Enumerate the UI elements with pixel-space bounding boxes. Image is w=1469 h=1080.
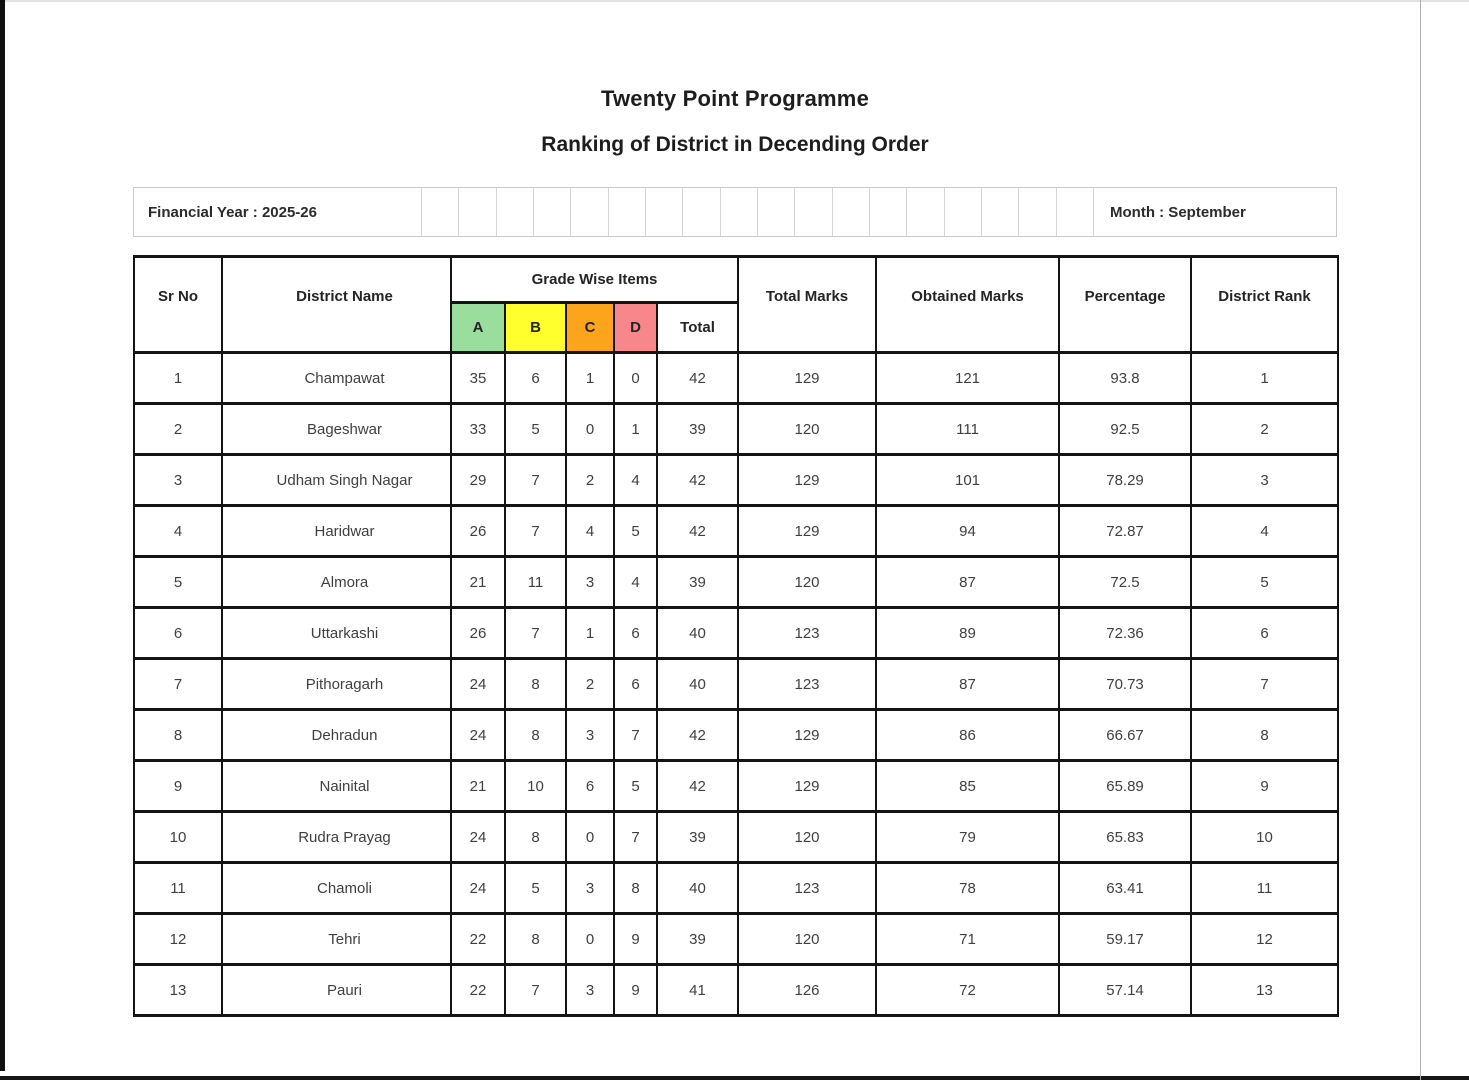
cell-district-rank: 11 <box>1191 863 1338 914</box>
cell-grade-b: 7 <box>505 506 566 557</box>
cell-district-rank: 12 <box>1191 914 1338 965</box>
info-bar-empty-cell <box>794 188 831 236</box>
cell-total-marks: 120 <box>738 557 876 608</box>
col-header-grade-wise-items: Grade Wise Items <box>451 257 738 303</box>
cell-grade-b: 8 <box>505 812 566 863</box>
cell-grade-d: 9 <box>614 914 657 965</box>
cell-grade-c: 3 <box>566 557 614 608</box>
month-label: Month : September <box>1093 188 1336 236</box>
cell-grade-d: 5 <box>614 506 657 557</box>
cell-percentage: 78.29 <box>1059 455 1191 506</box>
cell-district-name: Dehradun <box>222 710 451 761</box>
info-bar-empty-cell <box>421 188 458 236</box>
cell-percentage: 72.5 <box>1059 557 1191 608</box>
cell-grade-a: 24 <box>451 710 505 761</box>
cell-grade-total: 42 <box>657 710 738 761</box>
cell-grade-c: 0 <box>566 404 614 455</box>
table-row <box>134 404 1338 455</box>
cell-grade-d: 6 <box>614 659 657 710</box>
col-header-district-rank: District Rank <box>1191 257 1338 353</box>
cell-grade-a: 21 <box>451 761 505 812</box>
cell-grade-c: 0 <box>566 812 614 863</box>
cell-grade-a: 22 <box>451 965 505 1016</box>
cell-district-name: Chamoli <box>222 863 451 914</box>
table-row <box>134 914 1338 965</box>
cell-total-marks: 123 <box>738 608 876 659</box>
cell-grade-d: 9 <box>614 965 657 1016</box>
cell-obtained-marks: 85 <box>876 761 1059 812</box>
cell-sr-no: 2 <box>134 404 222 455</box>
info-bar-empty-cell <box>458 188 495 236</box>
cell-obtained-marks: 86 <box>876 710 1059 761</box>
table-row <box>134 659 1338 710</box>
cell-grade-a: 21 <box>451 557 505 608</box>
cell-sr-no: 5 <box>134 557 222 608</box>
cell-sr-no: 11 <box>134 863 222 914</box>
cell-percentage: 65.83 <box>1059 812 1191 863</box>
table-row <box>134 353 1338 404</box>
info-bar-empty-cell <box>608 188 645 236</box>
cell-district-rank: 3 <box>1191 455 1338 506</box>
info-bar-empty-cell <box>682 188 719 236</box>
cell-district-name: Udham Singh Nagar <box>222 455 451 506</box>
cell-obtained-marks: 78 <box>876 863 1059 914</box>
cell-grade-b: 5 <box>505 863 566 914</box>
cell-grade-b: 7 <box>505 608 566 659</box>
cell-grade-b: 8 <box>505 914 566 965</box>
cell-obtained-marks: 101 <box>876 455 1059 506</box>
cell-grade-total: 42 <box>657 506 738 557</box>
table-row <box>134 812 1338 863</box>
info-bar-empty-cell <box>720 188 757 236</box>
cell-grade-c: 2 <box>566 455 614 506</box>
info-bar-empty-cell <box>570 188 607 236</box>
cell-grade-c: 3 <box>566 965 614 1016</box>
cell-district-rank: 2 <box>1191 404 1338 455</box>
window-bottom-edge <box>0 1076 1469 1080</box>
cell-total-marks: 129 <box>738 455 876 506</box>
cell-district-name: Pithoragarh <box>222 659 451 710</box>
cell-grade-total: 40 <box>657 608 738 659</box>
cell-percentage: 59.17 <box>1059 914 1191 965</box>
report-page <box>133 0 1337 1017</box>
cell-grade-total: 41 <box>657 965 738 1016</box>
table-row <box>134 761 1338 812</box>
table-row <box>134 863 1338 914</box>
cell-grade-d: 4 <box>614 455 657 506</box>
cell-percentage: 72.36 <box>1059 608 1191 659</box>
cell-grade-c: 3 <box>566 710 614 761</box>
cell-grade-b: 7 <box>505 965 566 1016</box>
cell-sr-no: 13 <box>134 965 222 1016</box>
cell-obtained-marks: 94 <box>876 506 1059 557</box>
table-row <box>134 965 1338 1016</box>
cell-district-name: Nainital <box>222 761 451 812</box>
col-header-percentage: Percentage <box>1059 257 1191 353</box>
cell-sr-no: 4 <box>134 506 222 557</box>
cell-district-name: Tehri <box>222 914 451 965</box>
cell-grade-c: 0 <box>566 914 614 965</box>
cell-percentage: 66.67 <box>1059 710 1191 761</box>
cell-grade-total: 42 <box>657 761 738 812</box>
cell-district-rank: 8 <box>1191 710 1338 761</box>
page-title: Twenty Point Programme <box>600 86 870 111</box>
cell-total-marks: 120 <box>738 404 876 455</box>
cell-grade-total: 39 <box>657 557 738 608</box>
info-bar-empty-cell <box>869 188 906 236</box>
col-header-sr-no: Sr No <box>134 257 222 353</box>
cell-district-name: Haridwar <box>222 506 451 557</box>
col-header-total-marks: Total Marks <box>738 257 876 353</box>
financial-year-label: Financial Year : 2025-26 <box>148 203 317 221</box>
cell-grade-b: 7 <box>505 455 566 506</box>
info-bar-empty-cell <box>906 188 943 236</box>
cell-grade-a: 29 <box>451 455 505 506</box>
cell-grade-c: 2 <box>566 659 614 710</box>
cell-percentage: 63.41 <box>1059 863 1191 914</box>
cell-district-name: Uttarkashi <box>222 608 451 659</box>
cell-sr-no: 10 <box>134 812 222 863</box>
col-header-grade-c: C <box>566 303 614 353</box>
col-header-grade-total: Total <box>657 303 738 353</box>
cell-grade-b: 5 <box>505 404 566 455</box>
cell-grade-a: 22 <box>451 914 505 965</box>
cell-district-rank: 1 <box>1191 353 1338 404</box>
info-bar-fillers <box>421 188 1093 236</box>
cell-obtained-marks: 111 <box>876 404 1059 455</box>
cell-grade-total: 40 <box>657 659 738 710</box>
cell-grade-a: 26 <box>451 506 505 557</box>
cell-grade-a: 26 <box>451 608 505 659</box>
cell-district-name: Rudra Prayag <box>222 812 451 863</box>
cell-sr-no: 8 <box>134 710 222 761</box>
col-header-obtained-marks: Obtained Marks <box>876 257 1059 353</box>
info-bar-empty-cell <box>757 188 794 236</box>
cell-obtained-marks: 121 <box>876 353 1059 404</box>
cell-sr-no: 1 <box>134 353 222 404</box>
window-left-edge <box>0 0 5 1071</box>
page-subtitle: Ranking of District in Decending Order <box>541 133 929 156</box>
cell-grade-d: 1 <box>614 404 657 455</box>
cell-grade-total: 42 <box>657 455 738 506</box>
col-header-grade-d: D <box>614 303 657 353</box>
cell-grade-b: 10 <box>505 761 566 812</box>
cell-grade-c: 1 <box>566 608 614 659</box>
cell-grade-d: 5 <box>614 761 657 812</box>
cell-grade-c: 1 <box>566 353 614 404</box>
cell-grade-a: 24 <box>451 863 505 914</box>
cell-grade-b: 8 <box>505 659 566 710</box>
cell-total-marks: 129 <box>738 353 876 404</box>
cell-district-name: Bageshwar <box>222 404 451 455</box>
cell-grade-a: 35 <box>451 353 505 404</box>
cell-percentage: 57.14 <box>1059 965 1191 1016</box>
cell-total-marks: 123 <box>738 863 876 914</box>
page-edge-divider <box>1420 0 1421 1080</box>
cell-district-name: Pauri <box>222 965 451 1016</box>
cell-total-marks: 126 <box>738 965 876 1016</box>
cell-percentage: 70.73 <box>1059 659 1191 710</box>
cell-district-rank: 5 <box>1191 557 1338 608</box>
cell-grade-b: 11 <box>505 557 566 608</box>
cell-grade-total: 40 <box>657 863 738 914</box>
table-row <box>134 710 1338 761</box>
table-row <box>134 506 1338 557</box>
info-bar <box>133 187 1337 237</box>
cell-grade-d: 8 <box>614 863 657 914</box>
info-bar-empty-cell <box>1018 188 1055 236</box>
cell-grade-d: 6 <box>614 608 657 659</box>
table-row <box>134 608 1338 659</box>
cell-sr-no: 6 <box>134 608 222 659</box>
col-header-grade-a: A <box>451 303 505 353</box>
cell-total-marks: 129 <box>738 506 876 557</box>
cell-district-rank: 6 <box>1191 608 1338 659</box>
cell-district-name: Champawat <box>222 353 451 404</box>
cell-obtained-marks: 79 <box>876 812 1059 863</box>
cell-district-name: Almora <box>222 557 451 608</box>
info-bar-empty-cell <box>944 188 981 236</box>
cell-grade-d: 7 <box>614 710 657 761</box>
cell-total-marks: 120 <box>738 914 876 965</box>
cell-total-marks: 129 <box>738 761 876 812</box>
cell-obtained-marks: 71 <box>876 914 1059 965</box>
info-bar-empty-cell <box>981 188 1018 236</box>
cell-district-rank: 13 <box>1191 965 1338 1016</box>
cell-grade-d: 4 <box>614 557 657 608</box>
cell-grade-a: 24 <box>451 659 505 710</box>
cell-grade-b: 8 <box>505 710 566 761</box>
cell-total-marks: 129 <box>738 710 876 761</box>
cell-obtained-marks: 87 <box>876 557 1059 608</box>
cell-grade-total: 39 <box>657 914 738 965</box>
cell-grade-d: 7 <box>614 812 657 863</box>
cell-grade-a: 33 <box>451 404 505 455</box>
cell-sr-no: 7 <box>134 659 222 710</box>
cell-district-rank: 7 <box>1191 659 1338 710</box>
cell-percentage: 72.87 <box>1059 506 1191 557</box>
cell-grade-total: 42 <box>657 353 738 404</box>
cell-obtained-marks: 87 <box>876 659 1059 710</box>
cell-total-marks: 120 <box>738 812 876 863</box>
cell-grade-c: 4 <box>566 506 614 557</box>
cell-percentage: 65.89 <box>1059 761 1191 812</box>
cell-total-marks: 123 <box>738 659 876 710</box>
cell-district-rank: 10 <box>1191 812 1338 863</box>
cell-sr-no: 9 <box>134 761 222 812</box>
col-header-district-name: District Name <box>222 257 451 353</box>
info-bar-empty-cell <box>496 188 533 236</box>
table-row <box>134 557 1338 608</box>
info-bar-empty-cell <box>1056 188 1093 236</box>
table-row <box>134 455 1338 506</box>
cell-district-rank: 9 <box>1191 761 1338 812</box>
cell-grade-total: 39 <box>657 812 738 863</box>
col-header-grade-b: B <box>505 303 566 353</box>
cell-grade-d: 0 <box>614 353 657 404</box>
cell-sr-no: 3 <box>134 455 222 506</box>
cell-sr-no: 12 <box>134 914 222 965</box>
cell-percentage: 93.8 <box>1059 353 1191 404</box>
cell-percentage: 92.5 <box>1059 404 1191 455</box>
cell-obtained-marks: 72 <box>876 965 1059 1016</box>
cell-district-rank: 4 <box>1191 506 1338 557</box>
cell-grade-a: 24 <box>451 812 505 863</box>
info-bar-empty-cell <box>645 188 682 236</box>
district-ranking-table <box>133 255 1339 1017</box>
cell-grade-total: 39 <box>657 404 738 455</box>
cell-grade-b: 6 <box>505 353 566 404</box>
cell-obtained-marks: 89 <box>876 608 1059 659</box>
info-bar-empty-cell <box>832 188 869 236</box>
info-bar-empty-cell <box>533 188 570 236</box>
cell-grade-c: 3 <box>566 863 614 914</box>
cell-grade-c: 6 <box>566 761 614 812</box>
table-body <box>134 353 1338 1016</box>
